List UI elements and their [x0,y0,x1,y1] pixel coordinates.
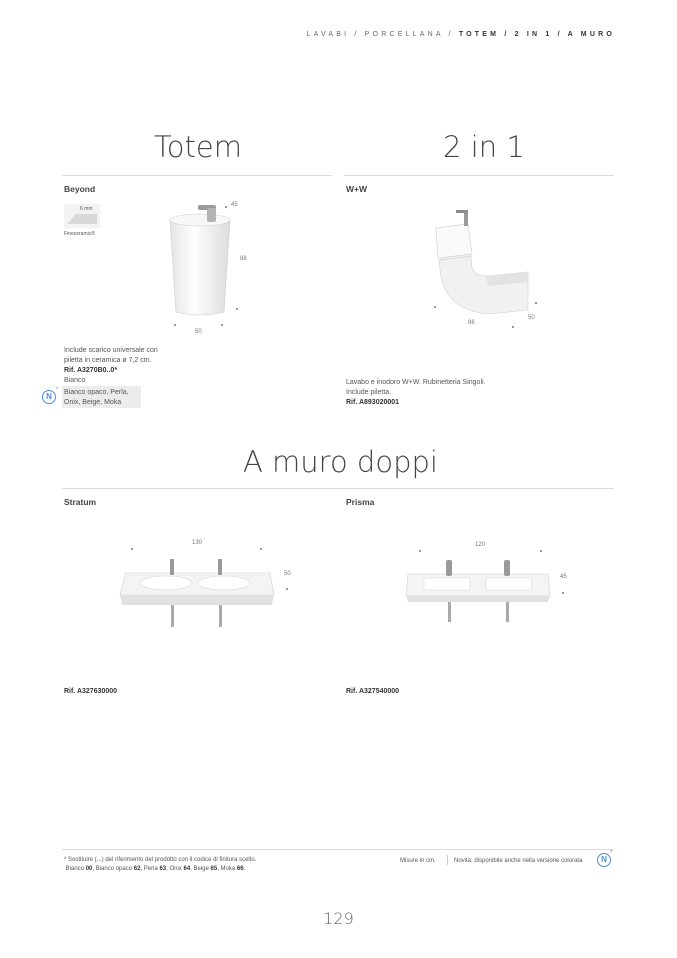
finish-colored: Bianco opaco, Perla, Onix, Beige, Moka [64,389,129,406]
section-title-2in1: 2 in 1 [443,130,525,164]
dimension-marker [236,308,238,310]
dimension-marker [540,550,542,552]
description-line: Include scarico universale con [64,347,158,354]
dimension-marker [419,550,421,552]
divider [62,488,614,489]
dimension-marker [434,306,436,308]
dimension-marker [131,548,133,550]
section-title-amuro: A muro doppi [243,445,438,479]
dimension-width: 86 [468,320,475,326]
divider [344,175,614,176]
dimension-marker [221,324,223,326]
dimension-marker [260,548,262,550]
ww-washbasin-toilet-image [428,206,536,318]
dimension-width: 130 [192,540,203,546]
breadcrumb-current: TOTEM / 2 IN 1 / A MURO [458,31,615,38]
footer-measures: Misure in cm. [400,858,436,864]
footer-separator [447,855,448,865]
dimension-marker [174,324,176,326]
product-name-prisma: Prisma [346,497,375,507]
footer-divider [62,849,614,850]
finish-standard: Bianco [64,377,86,384]
product-reference: Rif. A327540000 [346,688,400,695]
divider [62,175,332,176]
stratum-double-washbasin-image [116,555,278,629]
dimension-marker [512,326,514,328]
footer-note: * Sostituire (...) del riferimento del prodotto con il codice di finitura scelto. Bianco 00, Bianco opaco 62, Perla 63, Onix 64, Beige 65, Moka 66. [64,857,257,872]
dimension-depth: 45 [231,202,238,208]
thickness-label: 6 mm [80,206,93,212]
breadcrumb [307,31,615,38]
product-reference: Rif. A893020001 [346,399,400,406]
dimension-depth: 45 [560,574,567,580]
dimension-height: 88 [240,256,247,262]
section-title-totem: Totem [154,130,242,164]
material-label: Fineceramic® [64,231,95,237]
product-description [346,378,486,408]
dimension-marker [535,302,537,304]
new-badge-icon: N [42,390,56,404]
dimension-marker [286,588,288,590]
breadcrumb-path: LAVABI / PORCELLANA / [306,31,459,38]
description-line: piletta in ceramica ø 7,2 cm. [64,357,152,364]
dimension-width: 50 [195,329,202,335]
product-description [64,346,158,386]
new-badge-star: * [56,387,59,393]
dimension-marker [562,592,564,594]
new-badge-star: * [610,850,613,856]
prisma-double-washbasin-image [404,556,552,624]
page-number: 129 [323,909,354,928]
product-reference: Rif. A3270B0..0* [64,367,118,374]
product-name-ww: W+W [346,184,368,194]
product-name-beyond: Beyond [64,184,96,194]
beyond-washbasin-image [160,200,240,322]
dimension-depth: 50 [528,315,535,321]
footer-novelty: Novità: disponibile anche nella versione colorata [454,858,583,864]
dimension-marker [225,206,227,208]
product-reference: Rif. A327630000 [64,688,118,695]
description-line: Lavabo e inodoro W+W. Rubinetteria Singoli. [346,379,486,386]
description-line: Include piletta. [346,389,392,396]
product-name-stratum: Stratum [64,497,97,507]
new-badge-icon: N [597,853,611,867]
dimension-width: 120 [475,542,486,548]
dimension-depth: 50 [284,571,291,577]
